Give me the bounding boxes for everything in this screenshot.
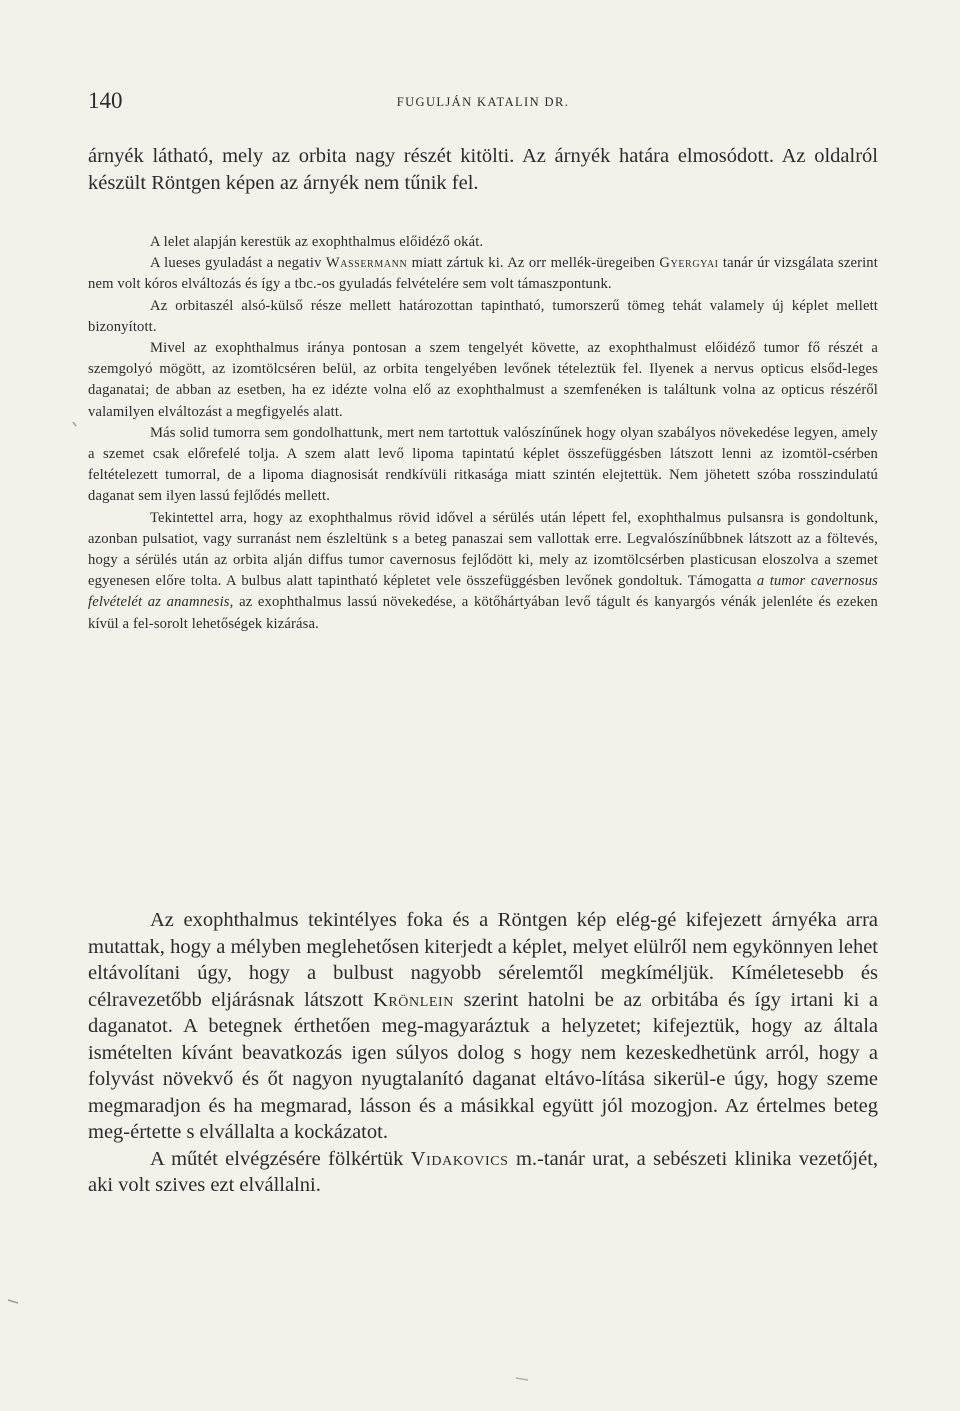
scan-mark <box>73 422 76 426</box>
scan-mark <box>8 1300 18 1303</box>
paragraph: Más solid tumorra sem gondolhattunk, mert nem tartottuk valószínűnek hogy olyan szabályos növekedése legyen, amely a szemet csak előrefelé tolja. A szem alatt levő lipoma tapintatú képlet összefüggésben látszott lenni az izomtöl-csérben feltételezett tumorral, de a lipoma diagnosisát rendkívüli ritkasága miatt szintén elejtettük. Nem jöhetett szóba rosszindulatú daganat sem ilyen lassú fejlődés mellett. <box>88 424 878 505</box>
text-run: az exophthalmus lassú növekedése, a kötőhártyában levő tágult és kanyargós vénák jelenléte és ezeken kívül a fel-sorolt lehetőségek kizárása. <box>88 594 878 632</box>
text-run: miatt zártuk ki. Az orr mellék-üregeiben <box>411 255 656 272</box>
author-name: Vidakovics <box>410 1147 509 1170</box>
continuation-block <box>88 143 878 196</box>
paragraph <box>88 253 878 295</box>
author-name: Gyergyai <box>659 255 719 272</box>
large-print-block <box>88 907 878 1199</box>
scan-mark <box>516 1378 528 1380</box>
paragraph: Az orbitaszél alsó-külső része mellett határozottan tapintható, tumorszerű tömeg tehát valamely új képlet mellett bizonyított. <box>88 297 878 335</box>
paragraph: árnyék látható, mely az orbita nagy részét kitölti. Az árnyék határa elmosódott. Az oldalról készült Röntgen képen az árnyék nem tűnik fel. <box>88 145 878 194</box>
text-run: m.-tanár urat, a sebészeti klinika vezetőjét, aki volt szives ezt elvállalni. <box>88 1147 879 1196</box>
author-name: Wassermann <box>325 255 408 272</box>
paragraph: Mivel az exophthalmus iránya pontosan a szem tengelyét követte, az exophthalmust előidéző tumor fő részét a szemgolyó mögött, az izomtölcséren belül, az orbita tengelyében levőnek tételeztük fel. Ilyenek a nervus opticus elsőd-leges daganatai; de abban az esetben, ha ez idézte volna elő az exophthalmust a szemfenéken is találtunk volna az opticus részéről valamilyen elváltozást a megfigyelés alatt. <box>88 340 878 420</box>
text-run: Az exophthalmus tekintélyes foka és a Röntgen kép elég-gé kifejezett árnyéka arra mutattak, hogy a mélyben meglehetősen kiterjedt a képlet, melyet elülről nem egykönnyen lehet eltávolítani úgy, hogy a bulbust nagyobb sérelemtől megkíméljük. Kíméletesebb és célravezetőbb eljárásnak látszott <box>88 909 878 1011</box>
text-run: tanár úr vizsgálata szerint nem volt kóros elváltozás és így a tbc.-os gyuladás felvételére sem volt támaszpontunk. <box>88 255 878 293</box>
text-run: A lueses gyuladást a negativ <box>150 255 322 272</box>
author-name: Krönlein <box>372 988 455 1011</box>
page-header <box>88 88 878 118</box>
page-number: 140 <box>88 88 123 113</box>
text-run: Tekintettel arra, hogy az exophthalmus rövid idővel a sérülés után lépett fel, exophthalmus pulsansra is gondoltunk, azonban pulsatiot, vagy surranást nem észleltünk s a beteg panaszai sem vallottak erre. Legvalószínűbbnek látszott az a föltevés, hogy a sérülés után az orbita alján diffus tumor cavernosus fejlődött ki, mely az izomtölcsérben plasticusan eloszolva a szemet egyenesen előre tolta. A bulbus alatt tapintható képletet vele összefüggésben levőnek gondoltuk. Támogatta <box>88 509 878 590</box>
paragraph <box>88 508 878 635</box>
paragraph: A lelet alapján kerestük az exophthalmus előidéző okát. <box>150 234 484 250</box>
small-print-block <box>88 232 878 635</box>
text-run: A műtét elvégzésére fölkértük <box>150 1147 404 1170</box>
italic-run: a tumor cavernosus felvételét az anamnesis, <box>88 573 878 611</box>
text-run: szerint hatolni be az orbitába és így irtani ki a daganatot. A betegnek érthetően meg-magyaráztuk a helyzetet; kifejeztük, hogy az általa ismételten kívánt beavatkozás igen súlyos dolog s hogy nem kezeskedhetünk arról, hogy a folyvást növekvő és őt nagyon nyugtalanító daganat eltávo-lítása sikerül-e úgy, hogy szeme megmaradjon és ha megmarad, lásson és a másikkal együtt jól mozogjon. Az értelmes beteg meg-értette s elvállalta a kockázatot. <box>88 988 879 1143</box>
paragraph <box>88 907 878 1146</box>
paragraph <box>88 1146 878 1199</box>
running-head: FUGULJÁN KATALIN DR. <box>396 95 570 109</box>
